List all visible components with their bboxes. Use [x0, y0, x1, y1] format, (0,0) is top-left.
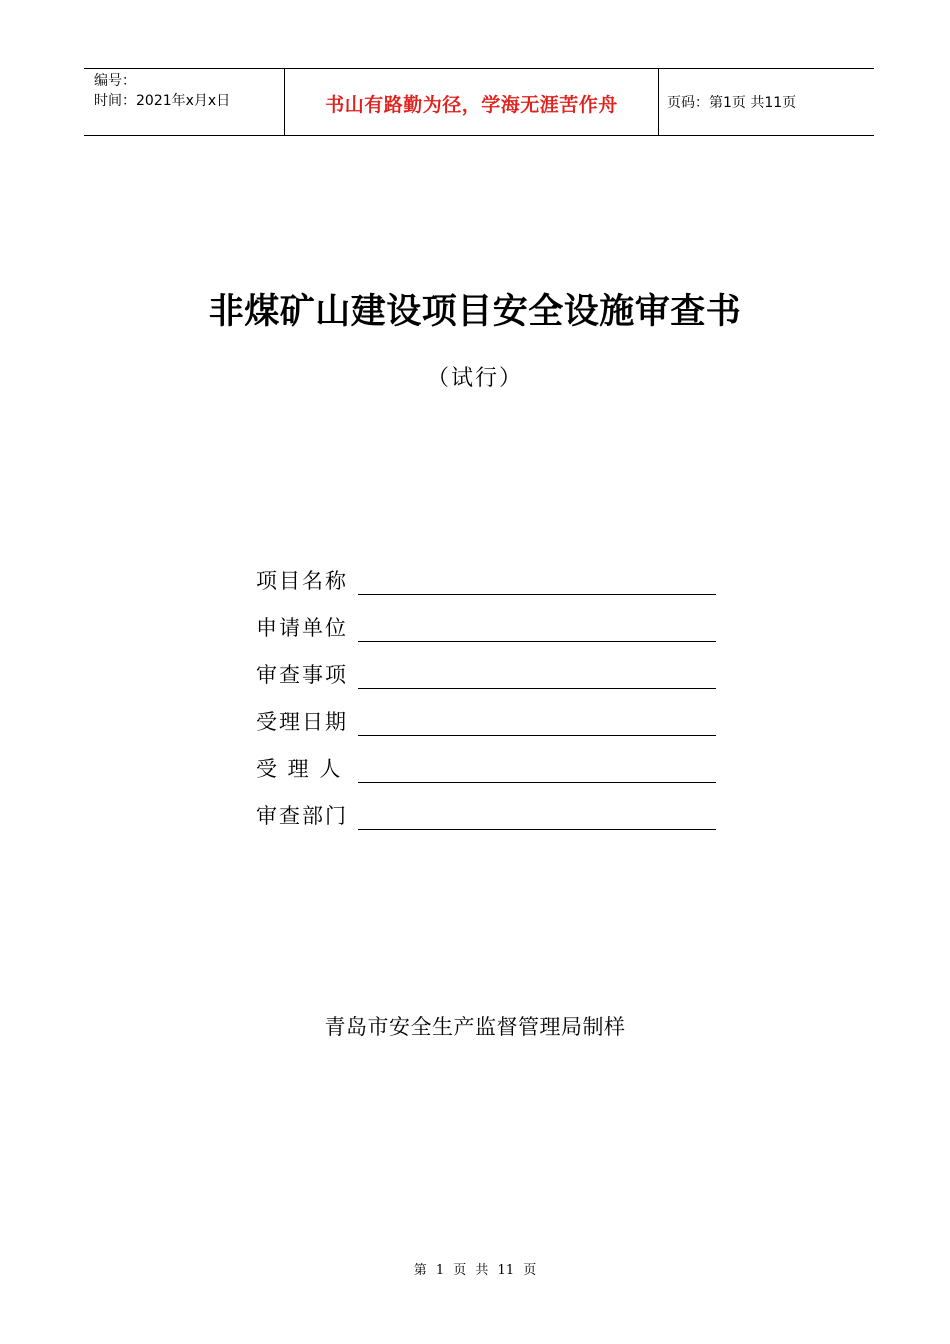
page-footer-number: 第 1 页 共 11 页	[413, 1263, 537, 1278]
form-label: 审查事项	[256, 663, 348, 687]
application-form	[256, 548, 716, 830]
document-title: 非煤矿山建设项目安全设施审查书	[208, 291, 742, 332]
review-item-field[interactable]	[358, 662, 716, 689]
form-row-acceptor	[256, 736, 716, 783]
document-subtitle: （试行）	[426, 366, 523, 391]
form-label: 申请单位	[256, 616, 348, 640]
header-meta	[84, 69, 285, 135]
form-label: 受 理 人	[256, 757, 343, 781]
form-row-review-item	[256, 642, 716, 689]
form-label: 审查部门	[256, 804, 348, 828]
form-row-acceptance-date	[256, 689, 716, 736]
applicant-field[interactable]	[358, 615, 716, 642]
form-label: 受理日期	[256, 710, 348, 734]
acceptor-field[interactable]	[358, 756, 716, 783]
page-header	[84, 68, 874, 136]
header-motto-cell	[285, 69, 659, 135]
form-row-applicant	[256, 595, 716, 642]
project-name-field[interactable]	[358, 568, 716, 595]
header-page-info-cell	[659, 69, 874, 135]
acceptance-date-field[interactable]	[358, 709, 716, 736]
form-row-review-department	[256, 783, 716, 830]
document-number-label: 编号：	[94, 73, 136, 89]
review-department-field[interactable]	[358, 803, 716, 830]
header-page-info: 页码：第1页 共11页	[667, 95, 797, 111]
header-motto: 书山有路勤为径，学海无涯苦作舟	[325, 93, 618, 116]
document-time-label: 时间：2021年x月x日	[94, 93, 231, 109]
issuer-text: 青岛市安全生产监督管理局制样	[324, 1015, 626, 1039]
form-label: 项目名称	[256, 569, 348, 593]
form-row-project-name	[256, 548, 716, 595]
